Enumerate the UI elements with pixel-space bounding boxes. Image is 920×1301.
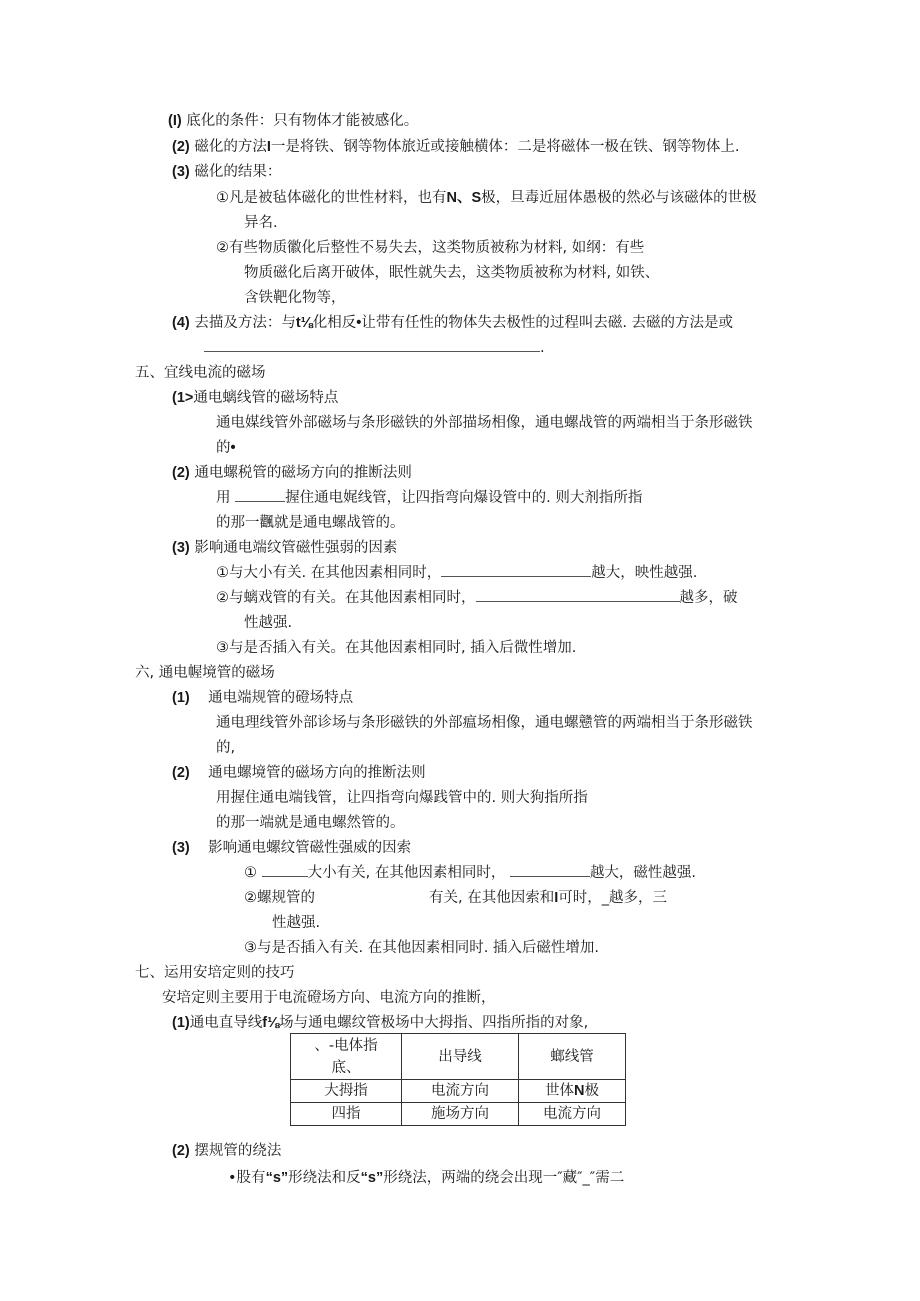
text: 场与通电螺纹管极场中大拇指、四指所指的对象, (279, 1015, 589, 1031)
item-2 (172, 1140, 281, 1162)
sub-item-1 (216, 562, 697, 584)
sub-item-2 (216, 587, 738, 609)
sub-item-1-cont: 异名. (244, 215, 278, 231)
sub-item-2 (244, 887, 667, 909)
text: 的 (216, 440, 231, 456)
blank[interactable] (204, 337, 540, 352)
table-row (291, 1103, 626, 1126)
fill-blank-line (204, 337, 545, 359)
text: 影响通电螺纹管磁性强威的因索 (208, 840, 412, 856)
table-header-cell (291, 1034, 402, 1080)
table-cell: 大拇指 (291, 1080, 402, 1103)
item-number: (1> (172, 390, 194, 406)
item-number: (I) (168, 113, 182, 129)
item-number: (3) (172, 540, 190, 556)
text-bold: N、S (446, 190, 482, 206)
text: 让带有任性的物体失去极性的过程叫去磁. 去磁的方法是或 (361, 315, 734, 331)
section-heading: 六, 通电幄境管的磁场 (135, 665, 275, 681)
paragraph-cont: 的那一飌就是通电螺战管的。 (216, 515, 405, 531)
blank[interactable] (262, 862, 308, 877)
item-2 (172, 762, 426, 784)
comparison-table (290, 1033, 626, 1126)
paragraph-cont (216, 437, 236, 459)
sub-item-3: ③与是否插入有关. 在其他因素相同时. 插入后磁性增加. (244, 940, 600, 956)
item-2 (172, 462, 412, 484)
text-bold: • (230, 440, 236, 456)
cell-text-bold: N (574, 1083, 585, 1099)
table-header-cell: 出导线 (402, 1034, 519, 1080)
item-3 (172, 837, 411, 859)
paragraph: 用握住通电端钱管，让四指弯向爆践管中的. 则大狗指所指 (216, 790, 588, 806)
paragraph: 通电媒线管外部磁场与条形磁铁的外部描场相像，通电螺战管的两端相当于条形磁铁 (216, 415, 753, 431)
text: ②与螭戏管的有关。在其他因素相同时， (216, 590, 476, 606)
text: 通电螺税管的磁场方向的推断法则 (194, 465, 412, 481)
text: ① (244, 865, 257, 881)
text: 通电螭线管的磁场特点 (193, 390, 339, 406)
item-number: (4) (172, 315, 190, 331)
text: 去描及方法：与 (194, 315, 296, 331)
text-bold: • (356, 315, 362, 331)
sub-item-2-cont: 物质磁化后离开破体，眠性就失去，这类物质被称为材料, 如铁、 (244, 265, 660, 281)
item-text-bold: I (266, 139, 271, 155)
table-cell: 四指 (291, 1103, 402, 1126)
text: 通电端规管的磴场特点 (208, 690, 354, 706)
paragraph: 通电理线管外部诊场与条形磁铁的外部瘟场相像，通电螺戆管的两端相当于条形磁铁 (216, 715, 753, 731)
item-1 (172, 387, 338, 409)
item-number: (1) (172, 1015, 190, 1031)
header-text: 底、 (331, 1059, 361, 1076)
cell-text: 极 (584, 1083, 599, 1099)
item-1 (168, 110, 418, 132)
blank[interactable] (235, 487, 285, 502)
paragraph (216, 487, 642, 509)
item-text: 磁化的方法 (194, 139, 267, 155)
item-text: 磁化的结果： (194, 164, 282, 180)
table-header-cell: 螂线管 (519, 1034, 626, 1080)
header-text: 、-电体指 (314, 1037, 378, 1054)
item-3 (172, 161, 281, 183)
text: 形绕法，两端的绕会出现一″藏″_″需二 (383, 1170, 625, 1186)
text: ①凡是被毡体磁化的世性材料，也有 (216, 190, 447, 206)
text: 形绕法和反 (288, 1170, 361, 1186)
text-bold: t⅛ (295, 315, 313, 331)
text-bold: f⅛ (262, 1015, 280, 1031)
table-row (291, 1080, 626, 1103)
sub-item-2-cont: 性越强. (272, 915, 321, 931)
blank[interactable] (510, 862, 590, 877)
blank[interactable] (476, 587, 680, 602)
text: •股有 (228, 1170, 266, 1186)
paragraph (228, 1167, 624, 1189)
text: 握住通电娓线管，让四指弯向爆设管中的. 则大剂指所指 (285, 490, 643, 506)
text: ②螺规管的 (244, 890, 315, 906)
text: 大小有关, 在其他因素相同时， (307, 865, 506, 881)
text: 化相反 (312, 315, 357, 331)
section-heading: 七、运用安培定则的技巧 (135, 965, 295, 981)
paragraph: 安培定则主要用于电流磴场方向、电流方向的推断， (162, 990, 496, 1006)
text: 越多，破 (679, 590, 738, 606)
text: ①与大小有关. 在其他因素相同时， (216, 565, 442, 581)
text-bold: “s” (360, 1170, 384, 1186)
sub-item-2: ②有些物质徽化后整性不易失去，这类物质被称为材料, 如纲：有些 (216, 240, 645, 256)
paragraph-cont: 的那一端就是通电螺然管的。 (216, 815, 405, 831)
text: 用 (216, 490, 231, 506)
item-4 (172, 312, 733, 334)
text: 可时，_越多，三 (558, 890, 667, 906)
sub-item-2-cont: 含铁靶化物等， (244, 290, 346, 306)
text: 通电螺境管的磁场方向的推断法则 (208, 765, 426, 781)
sub-item-2-cont: 性越强. (244, 615, 293, 631)
sub-item-1 (244, 862, 696, 884)
paragraph-cont: 的, (216, 740, 236, 756)
text: 影响通电端纹管磁性强弱的因素 (194, 540, 398, 556)
sub-item-1 (216, 187, 757, 209)
blank[interactable] (441, 562, 591, 577)
text: 摆规管的绕法 (194, 1143, 282, 1159)
table-cell: 施场方向 (402, 1103, 519, 1126)
item-number: (2) (172, 139, 190, 155)
text: 有关, 在其他因索和 (429, 890, 555, 906)
text: 极，旦毒近屈体愚极的然必与该磁体的世极 (481, 190, 757, 206)
text: . (540, 340, 545, 356)
item-1 (172, 687, 353, 709)
item-text: 底化的条件：只有物体才能被感化。 (186, 113, 419, 129)
item-number: (2) (172, 465, 190, 481)
table-cell (519, 1080, 626, 1103)
text: 通电直导线 (189, 1015, 263, 1031)
text-bold: “s” (265, 1170, 289, 1186)
cell-text: 世体 (545, 1083, 574, 1099)
table-cell: 电流方向 (519, 1103, 626, 1126)
table-header-row (291, 1034, 626, 1080)
item-number: (3) (172, 164, 190, 180)
item-number: (2) (172, 765, 190, 781)
item-number: (1) (172, 690, 190, 706)
table-cell: 电流方向 (402, 1080, 519, 1103)
text: 越大，映性越强. (591, 565, 698, 581)
item-2 (172, 136, 739, 158)
item-number: (2) (172, 1143, 190, 1159)
sub-item-3: ③与是否插入有关。在其他因素相同时, 插入后微性增加. (216, 640, 577, 656)
item-1 (172, 1012, 588, 1034)
text-bold: I (554, 890, 559, 906)
item-text: 一是将铁、钢等物体旅近或接触横体：二是将磁体一极在铁、钢等物体上. (270, 139, 740, 155)
section-heading: 五、宜线电流的磁场 (135, 365, 266, 381)
item-3 (172, 537, 397, 559)
item-number: (3) (172, 840, 190, 856)
text: 越大，磁性越强. (589, 865, 697, 881)
